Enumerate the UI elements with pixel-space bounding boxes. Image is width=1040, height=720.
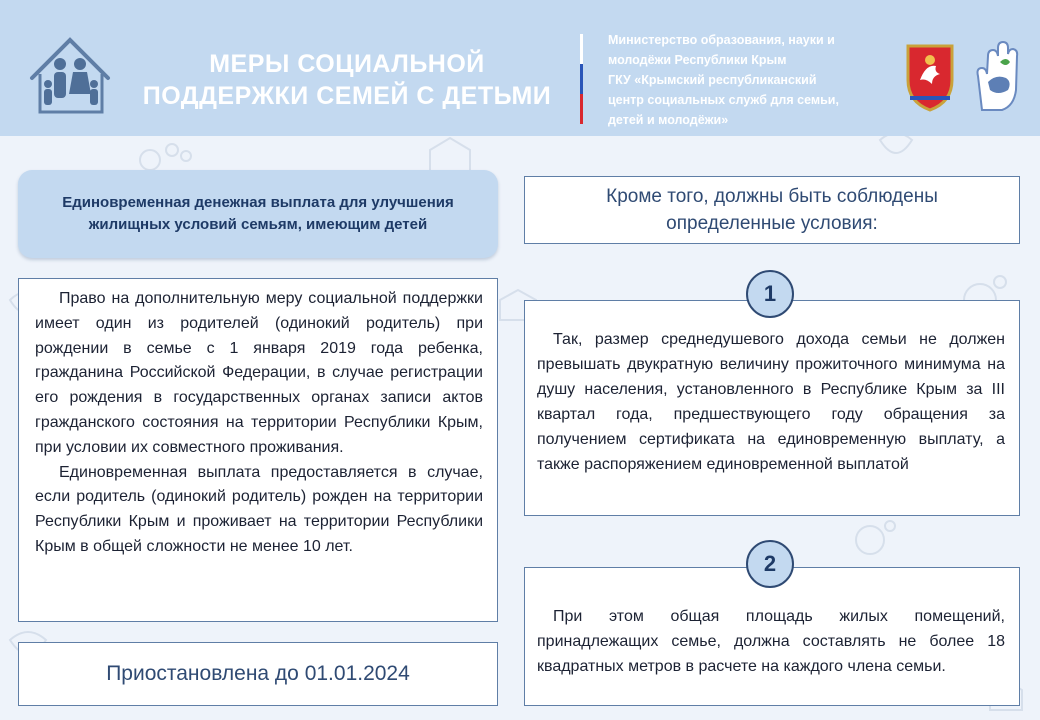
org-line: ГКУ «Крымский республиканский	[608, 73, 817, 87]
eligibility-paragraph-1: Право на дополнительную меру социальной поддержки имеет один из родителей (одинокий родитель) при рождении в семье с 1 января 2019 года ребенка, гражданина Российской Федерации, в случае регистрации его рождения в государственных органах записи актов гражданского состояния на территории Республики Крым, при условии их совместного проживания.	[35, 290, 483, 456]
condition-number-badge-2	[746, 540, 794, 588]
org-line: центр социальных служб для семьи,	[608, 93, 839, 107]
conditions-heading: Кроме того, должны быть соблюдены определенные условия:	[606, 186, 938, 234]
payment-title: Единовременная денежная выплата для улучшения жилищных условий семьям, имеющим детей	[62, 194, 454, 233]
eligibility-paragraph-2: Единовременная выплата предоставляется в случае, если родитель (одинокий родитель) рожден на территории Республики Крым и проживает на территории Республики Крым в общей сложности не менее 10 лет.	[35, 463, 483, 555]
condition-1-card	[524, 300, 1020, 516]
russian-flag-stripe	[580, 34, 583, 124]
title-line-1: МЕРЫ СОЦИАЛЬНОЙ	[209, 50, 485, 78]
organization-text	[608, 30, 898, 130]
crimea-emblem-icon	[900, 40, 960, 112]
title-line-2: ПОДДЕРЖКИ СЕМЕЙ С ДЕТЬМИ	[142, 82, 552, 110]
page-title	[132, 48, 562, 112]
suspension-notice-card	[18, 642, 498, 706]
org-line: детей и молодёжи»	[608, 113, 729, 127]
header-banner	[0, 0, 1040, 136]
suspension-notice: Приостановлена до 01.01.2024	[106, 662, 410, 685]
condition-2-text: При этом общая площадь жилых помещений, принадлежащих семье, должна составлять не более 18 квадратных метров в расчете на каждого члена семьи.	[537, 608, 1005, 675]
conditions-heading-card	[524, 176, 1020, 244]
org-line: Министерство образования, науки и	[608, 33, 835, 47]
hand-crimea-icon	[970, 40, 1026, 114]
condition-number: 2	[763, 551, 777, 576]
condition-number-badge-1	[746, 270, 794, 318]
family-house-icon	[20, 28, 120, 118]
condition-number: 1	[763, 281, 777, 306]
eligibility-text-card	[18, 278, 498, 622]
payment-title-pill	[18, 170, 498, 258]
org-line: молодёжи Республики Крым	[608, 53, 787, 67]
condition-1-text: Так, размер среднедушевого дохода семьи не должен превышать двукратную величину прожиточного минимума на душу населения, установленного в Республике Крым за III квартал года, предшествующего году обращения за получением сертификата на единовременную выплату, а также распоряжением единовременной выплатой	[537, 331, 1005, 473]
